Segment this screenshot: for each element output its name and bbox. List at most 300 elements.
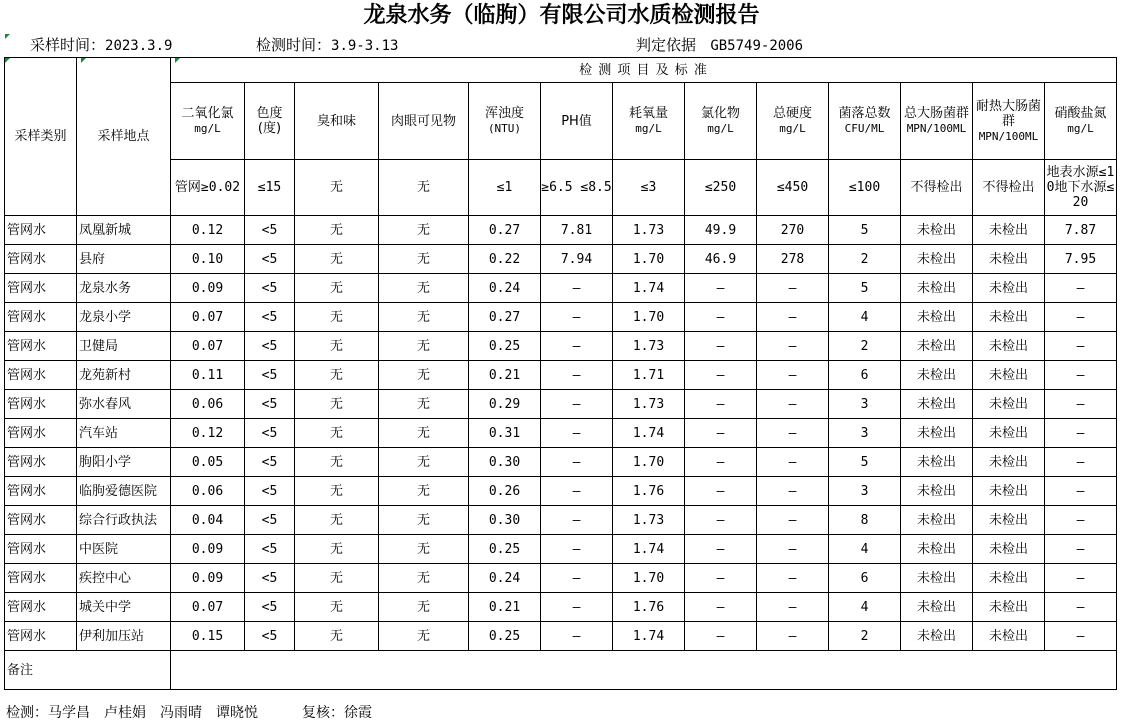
result-cell: –	[757, 535, 829, 564]
tester-name: 马学昌	[48, 705, 90, 721]
result-cell: –	[757, 419, 829, 448]
sample-type-cell: 管网水	[5, 506, 77, 535]
header-item-3	[379, 83, 469, 160]
result-cell: –	[541, 506, 613, 535]
result-cell: 0.31	[469, 419, 541, 448]
result-cell: –	[757, 593, 829, 622]
result-cell: 0.27	[469, 216, 541, 245]
result-cell: 无	[295, 477, 379, 506]
result-cell: 1.71	[613, 361, 685, 390]
sample-type-cell: 管网水	[5, 274, 77, 303]
result-cell: –	[1045, 303, 1117, 332]
header-item-standard: ≤1	[469, 160, 541, 216]
table-row	[5, 216, 1117, 245]
header-item-0	[171, 83, 245, 160]
result-cell: <5	[245, 390, 295, 419]
header-item-name: 二氧化氯	[181, 106, 234, 121]
table-row	[5, 622, 1117, 651]
result-cell: 4	[829, 535, 901, 564]
table-row	[5, 535, 1117, 564]
result-cell: –	[1045, 274, 1117, 303]
result-cell: 无	[295, 622, 379, 651]
result-cell: 0.25	[469, 622, 541, 651]
report-title: 龙泉水务（临朐）有限公司水质检测报告	[363, 3, 760, 28]
result-cell: 未检出	[973, 216, 1045, 245]
result-cell: 未检出	[901, 622, 973, 651]
signature-footer	[6, 702, 386, 722]
header-item-unit: mg/L	[635, 122, 662, 135]
result-cell: 1.73	[613, 506, 685, 535]
result-cell: <5	[245, 274, 295, 303]
result-cell: –	[541, 274, 613, 303]
sample-location-cell: 朐阳小学	[77, 448, 171, 477]
remarks-value	[171, 651, 1117, 690]
sample-location-cell: 中医院	[77, 535, 171, 564]
result-cell: 6	[829, 361, 901, 390]
result-cell: 0.09	[171, 274, 245, 303]
result-cell: 0.25	[469, 332, 541, 361]
result-cell: –	[541, 564, 613, 593]
result-cell: 0.24	[469, 564, 541, 593]
sample-type-cell: 管网水	[5, 622, 77, 651]
result-cell: 5	[829, 216, 901, 245]
result-cell: 1.73	[613, 216, 685, 245]
table-row	[5, 419, 1117, 448]
table-row	[5, 390, 1117, 419]
result-cell: 0.09	[171, 535, 245, 564]
result-cell: 0.15	[171, 622, 245, 651]
result-cell: –	[541, 593, 613, 622]
result-cell: –	[1045, 535, 1117, 564]
result-cell: 无	[295, 448, 379, 477]
sample-type-cell: 管网水	[5, 477, 77, 506]
result-cell: 无	[379, 303, 469, 332]
result-cell: –	[757, 506, 829, 535]
result-cell: –	[757, 448, 829, 477]
result-cell: 未检出	[901, 274, 973, 303]
result-cell: 0.30	[469, 448, 541, 477]
result-cell: 无	[379, 419, 469, 448]
header-item-unit: mg/L	[1067, 122, 1094, 135]
result-cell: 1.73	[613, 390, 685, 419]
result-cell: 无	[379, 506, 469, 535]
result-cell: –	[685, 535, 757, 564]
result-cell: –	[757, 332, 829, 361]
result-cell: 无	[295, 390, 379, 419]
result-cell: 0.26	[469, 477, 541, 506]
header-item-name: 氯化物	[700, 106, 740, 121]
testing-time-label: 检测时间：	[256, 36, 332, 54]
sampling-time-value: 2023.3.9	[105, 38, 173, 54]
result-cell: 2	[829, 332, 901, 361]
result-cell: 无	[295, 332, 379, 361]
result-cell: –	[757, 477, 829, 506]
header-item-unit: mg/L	[707, 122, 734, 135]
result-cell: –	[1045, 593, 1117, 622]
result-cell: 0.10	[171, 245, 245, 274]
header-item-standard: ≥6.5 ≤8.5	[541, 160, 613, 216]
corner-marker-icon	[5, 58, 10, 63]
header-item-7	[685, 83, 757, 160]
header-item-1	[245, 83, 295, 160]
sample-type-cell: 管网水	[5, 332, 77, 361]
table-row	[5, 274, 1117, 303]
result-cell: 未检出	[901, 593, 973, 622]
result-cell: 3	[829, 477, 901, 506]
result-cell: –	[685, 390, 757, 419]
result-cell: <5	[245, 361, 295, 390]
result-cell: –	[1045, 332, 1117, 361]
header-item-6	[613, 83, 685, 160]
result-cell: 未检出	[901, 477, 973, 506]
tester-name: 卢桂娟	[104, 705, 146, 721]
result-cell: 0.22	[469, 245, 541, 274]
result-cell: 8	[829, 506, 901, 535]
header-item-standard: ≤100	[829, 160, 901, 216]
result-cell: 1.70	[613, 448, 685, 477]
result-cell: 7.95	[1045, 245, 1117, 274]
result-cell: 无	[379, 245, 469, 274]
sample-location-cell: 卫健局	[77, 332, 171, 361]
result-cell: 未检出	[973, 274, 1045, 303]
header-item-standard: 无	[379, 160, 469, 216]
sample-location-cell: 综合行政执法	[77, 506, 171, 535]
result-cell: 0.04	[171, 506, 245, 535]
result-cell: –	[1045, 361, 1117, 390]
result-cell: 无	[295, 216, 379, 245]
result-cell: 未检出	[973, 564, 1045, 593]
result-cell: 4	[829, 303, 901, 332]
result-cell: 无	[295, 593, 379, 622]
result-cell: 无	[379, 332, 469, 361]
result-cell: 0.07	[171, 593, 245, 622]
testers-label: 检测：	[6, 705, 48, 721]
header-item-unit: mg/L	[779, 122, 806, 135]
result-cell: 未检出	[973, 419, 1045, 448]
result-cell: –	[1045, 390, 1117, 419]
header-item-standard: ≤15	[245, 160, 295, 216]
result-cell: 5	[829, 274, 901, 303]
result-cell: <5	[245, 448, 295, 477]
result-cell: –	[685, 448, 757, 477]
result-cell: 0.12	[171, 419, 245, 448]
sample-type-cell: 管网水	[5, 390, 77, 419]
result-cell: –	[541, 448, 613, 477]
sampling-time	[30, 34, 172, 56]
result-cell: <5	[245, 622, 295, 651]
header-item-11	[973, 83, 1045, 160]
remarks-row	[5, 651, 1117, 690]
result-cell: 无	[379, 361, 469, 390]
result-cell: –	[1045, 477, 1117, 506]
result-cell: –	[685, 303, 757, 332]
result-cell: 1.73	[613, 332, 685, 361]
header-item-standard: 无	[295, 160, 379, 216]
result-cell: <5	[245, 245, 295, 274]
header-item-name: PH值	[561, 113, 592, 129]
header-item-standard: ≤250	[685, 160, 757, 216]
result-cell: –	[541, 535, 613, 564]
result-cell: 0.29	[469, 390, 541, 419]
sample-location-cell: 临朐爱德医院	[77, 477, 171, 506]
result-cell: 6	[829, 564, 901, 593]
result-cell: 0.06	[171, 477, 245, 506]
sample-type-cell: 管网水	[5, 564, 77, 593]
result-cell: 未检出	[973, 535, 1045, 564]
sample-type-cell: 管网水	[5, 303, 77, 332]
result-cell: –	[685, 361, 757, 390]
result-cell: 未检出	[973, 361, 1045, 390]
result-cell: 未检出	[901, 216, 973, 245]
header-item-standard: ≤450	[757, 160, 829, 216]
sample-type-cell: 管网水	[5, 419, 77, 448]
result-cell: 未检出	[973, 245, 1045, 274]
sample-type-cell: 管网水	[5, 593, 77, 622]
result-cell: 3	[829, 419, 901, 448]
result-cell: –	[757, 622, 829, 651]
result-cell: 1.70	[613, 245, 685, 274]
result-cell: 未检出	[973, 622, 1045, 651]
result-cell: 0.07	[171, 303, 245, 332]
result-cell: 1.76	[613, 477, 685, 506]
header-item-10	[901, 83, 973, 160]
result-cell: 未检出	[901, 535, 973, 564]
header-sample-type: 采样类别	[5, 58, 77, 216]
result-cell: 1.74	[613, 274, 685, 303]
result-cell: 无	[379, 477, 469, 506]
result-cell: 无	[379, 535, 469, 564]
result-cell: –	[541, 332, 613, 361]
table-row	[5, 332, 1117, 361]
result-cell: 无	[295, 506, 379, 535]
judgment-basis	[636, 34, 803, 56]
result-cell: 未检出	[973, 332, 1045, 361]
corner-marker-icon	[175, 58, 180, 63]
result-cell: 无	[295, 303, 379, 332]
result-cell: <5	[245, 303, 295, 332]
header-item-name: 臭和味	[316, 113, 356, 129]
result-cell: <5	[245, 332, 295, 361]
result-cell: 0.06	[171, 390, 245, 419]
result-cell: 1.76	[613, 593, 685, 622]
result-cell: –	[541, 303, 613, 332]
sample-location-cell: 弥水春风	[77, 390, 171, 419]
remarks-label: 备注	[5, 651, 171, 690]
testing-time-value: 3.9-3.13	[331, 38, 399, 54]
result-cell: 无	[295, 564, 379, 593]
header-item-standard: ≤3	[613, 160, 685, 216]
result-cell: 未检出	[973, 593, 1045, 622]
result-cell: 无	[379, 216, 469, 245]
result-cell: 0.21	[469, 361, 541, 390]
result-cell: –	[685, 332, 757, 361]
table-row	[5, 245, 1117, 274]
result-cell: 无	[295, 274, 379, 303]
header-item-unit: CFU/ML	[844, 122, 885, 135]
result-cell: 未检出	[901, 564, 973, 593]
result-cell: –	[685, 593, 757, 622]
result-cell: –	[757, 390, 829, 419]
result-cell: –	[685, 506, 757, 535]
result-cell: 1.74	[613, 535, 685, 564]
result-cell: –	[685, 477, 757, 506]
result-cell: 0.24	[469, 274, 541, 303]
table-row	[5, 506, 1117, 535]
result-cell: –	[757, 274, 829, 303]
result-cell: 1.74	[613, 622, 685, 651]
header-item-standard: 管网≥0.02	[171, 160, 245, 216]
result-cell: 0.25	[469, 535, 541, 564]
result-cell: 无	[379, 564, 469, 593]
result-cell: 2	[829, 622, 901, 651]
result-cell: –	[685, 274, 757, 303]
header-sample-location: 采样地点	[77, 58, 171, 216]
header-item-5	[541, 83, 613, 160]
result-cell: –	[1045, 622, 1117, 651]
sample-location-cell: 伊利加压站	[77, 622, 171, 651]
result-cell: 无	[379, 622, 469, 651]
result-cell: –	[685, 419, 757, 448]
result-cell: 无	[295, 419, 379, 448]
result-cell: –	[757, 564, 829, 593]
sampling-time-label: 采样时间：	[30, 36, 106, 54]
result-cell: –	[1045, 564, 1117, 593]
table-row	[5, 593, 1117, 622]
header-item-name: 色度(度)	[256, 106, 283, 136]
corner-marker-icon	[81, 58, 86, 63]
header-item-name: 总大肠菌群	[903, 106, 969, 121]
result-cell: 无	[379, 448, 469, 477]
header-item-name: 菌落总数	[838, 106, 891, 121]
result-cell: 1.70	[613, 564, 685, 593]
judgment-basis-value: GB5749-2006	[710, 38, 804, 54]
header-item-9	[829, 83, 901, 160]
result-cell: 未检出	[901, 332, 973, 361]
result-cell: –	[541, 390, 613, 419]
result-cell: 2	[829, 245, 901, 274]
sample-type-cell: 管网水	[5, 361, 77, 390]
header-item-standard: 不得检出	[973, 160, 1045, 216]
header-item-4	[469, 83, 541, 160]
header-item-name: 肉眼可见物	[390, 113, 456, 129]
result-cell: 49.9	[685, 216, 757, 245]
result-cell: 未检出	[973, 390, 1045, 419]
result-cell: 无	[379, 593, 469, 622]
testing-time	[256, 34, 398, 56]
result-cell: 0.11	[171, 361, 245, 390]
sample-location-cell: 龙泉水务	[77, 274, 171, 303]
result-cell: 1.70	[613, 303, 685, 332]
result-cell: 未检出	[901, 361, 973, 390]
result-cell: 0.12	[171, 216, 245, 245]
table-row	[5, 448, 1117, 477]
result-cell: 7.87	[1045, 216, 1117, 245]
result-cell: 未检出	[973, 448, 1045, 477]
sample-type-cell: 管网水	[5, 216, 77, 245]
result-cell: –	[541, 361, 613, 390]
result-cell: 0.09	[171, 564, 245, 593]
header-item-name: 浑浊度	[484, 106, 524, 121]
result-cell: <5	[245, 506, 295, 535]
result-cell: –	[757, 361, 829, 390]
result-cell: 未检出	[901, 390, 973, 419]
result-cell: –	[541, 419, 613, 448]
sample-type-cell: 管网水	[5, 448, 77, 477]
sample-location-cell: 县府	[77, 245, 171, 274]
result-cell: 无	[379, 390, 469, 419]
header-item-2	[295, 83, 379, 160]
result-cell: –	[541, 477, 613, 506]
result-cell: 未检出	[901, 448, 973, 477]
result-cell: 278	[757, 245, 829, 274]
result-cell: 未检出	[973, 477, 1045, 506]
header-item-unit: (NTU)	[487, 122, 522, 135]
table-row	[5, 564, 1117, 593]
sample-location-cell: 汽车站	[77, 419, 171, 448]
result-cell: 未检出	[973, 506, 1045, 535]
table-row	[5, 361, 1117, 390]
result-cell: 未检出	[901, 419, 973, 448]
result-cell: –	[1045, 506, 1117, 535]
sample-type-cell: 管网水	[5, 535, 77, 564]
header-item-unit: mg/L	[194, 122, 221, 135]
result-cell: 46.9	[685, 245, 757, 274]
result-cell: <5	[245, 535, 295, 564]
result-cell: 未检出	[901, 245, 973, 274]
header-item-unit: MPN/100ML	[978, 129, 1039, 143]
result-cell: 未检出	[973, 303, 1045, 332]
result-cell: <5	[245, 419, 295, 448]
result-cell: 无	[295, 535, 379, 564]
result-cell: 0.07	[171, 332, 245, 361]
result-cell: 7.81	[541, 216, 613, 245]
header-item-8	[757, 83, 829, 160]
result-cell: –	[541, 622, 613, 651]
result-cell: 0.30	[469, 506, 541, 535]
sample-location-cell: 龙泉小学	[77, 303, 171, 332]
header-item-name: 耐热大肠菌群	[975, 98, 1041, 129]
header-test-items-group: 检 测 项 目 及 标 准	[171, 58, 1117, 83]
sample-type-cell: 管网水	[5, 245, 77, 274]
result-cell: –	[685, 622, 757, 651]
result-cell: 无	[295, 245, 379, 274]
result-cell: 7.94	[541, 245, 613, 274]
header-item-12	[1045, 83, 1117, 160]
result-cell: 0.21	[469, 593, 541, 622]
sample-location-cell: 凤凰新城	[77, 216, 171, 245]
result-cell: –	[757, 303, 829, 332]
result-cell: 未检出	[901, 506, 973, 535]
result-cell: 未检出	[901, 303, 973, 332]
result-cell: 270	[757, 216, 829, 245]
result-cell: 无	[379, 274, 469, 303]
result-cell: 5	[829, 448, 901, 477]
judgment-basis-label: 判定依据	[636, 36, 697, 54]
result-cell: 3	[829, 390, 901, 419]
header-item-name: 总硬度	[772, 106, 812, 121]
header-item-name: 耗氧量	[628, 106, 668, 121]
sample-location-cell: 城关中学	[77, 593, 171, 622]
table-row	[5, 477, 1117, 506]
result-cell: 4	[829, 593, 901, 622]
result-cell: <5	[245, 564, 295, 593]
tester-name: 谭晓悦	[216, 705, 258, 721]
water-quality-table	[4, 57, 1117, 690]
result-cell: 0.05	[171, 448, 245, 477]
header-item-standard: 地表水源≤10地下水源≤20	[1045, 160, 1117, 216]
corner-marker-icon	[5, 34, 10, 39]
reviewer-label: 复核：	[302, 705, 344, 721]
